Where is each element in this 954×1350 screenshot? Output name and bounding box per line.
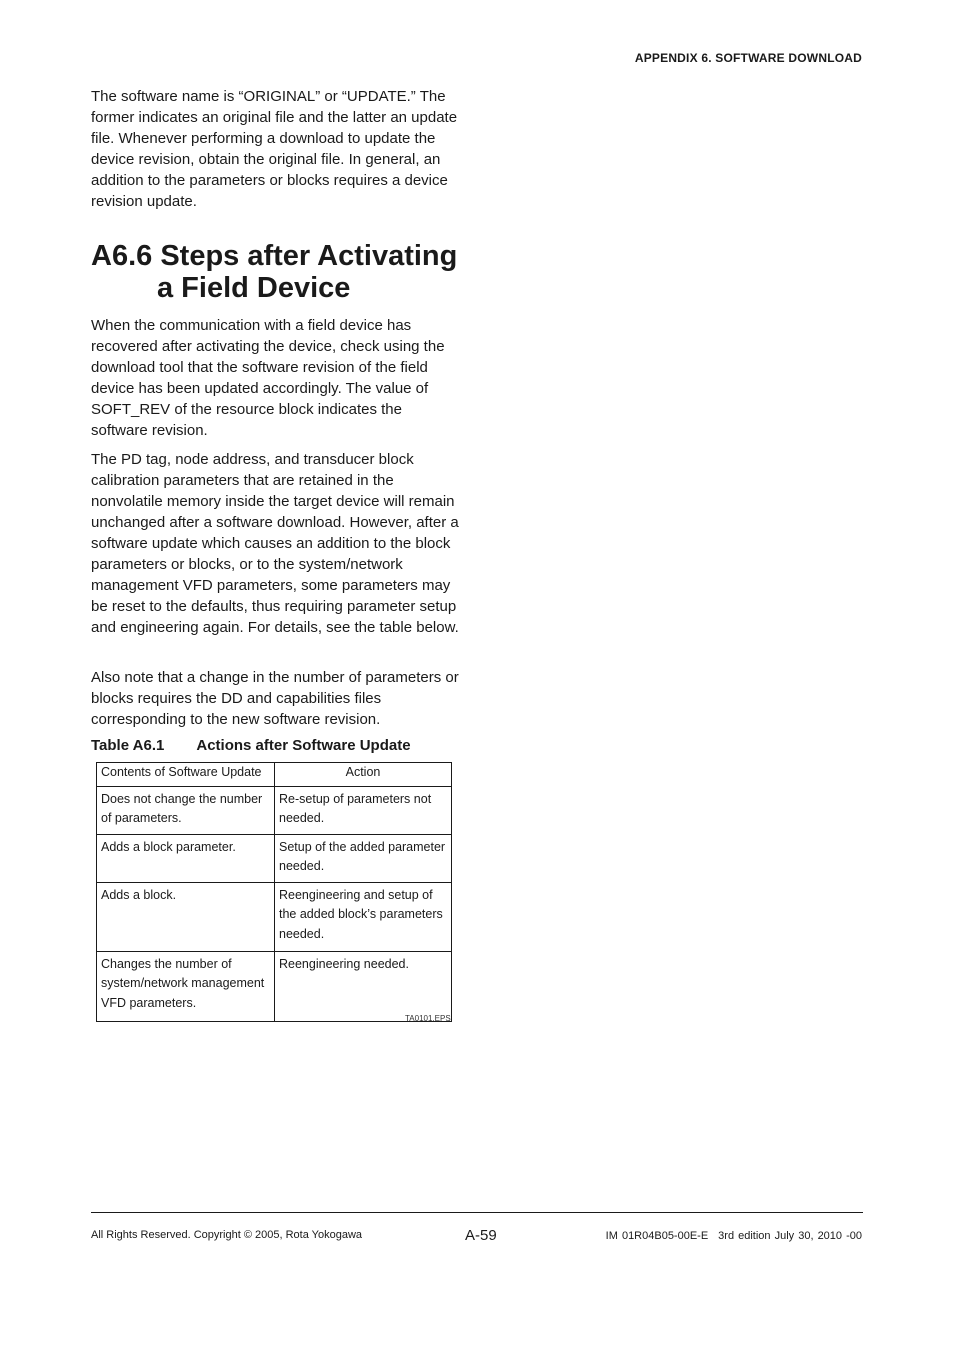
section-heading-line1: A6.6 Steps after Activating: [91, 240, 458, 272]
table-cell-action: Reengineering and setup of the added block’s parameters needed.: [275, 882, 452, 951]
table-row: [97, 834, 452, 882]
table-header-action: Action: [275, 763, 452, 787]
doc-edition: 3rd edition July 30, 2010 -00: [718, 1230, 862, 1242]
table-caption-title: Actions after Software Update: [196, 737, 411, 754]
table-header-contents: Contents of Software Update: [97, 763, 275, 787]
section-heading-line2: a Field Device: [157, 272, 351, 304]
footer-doc-info: [606, 1230, 862, 1242]
table-cell-contents: Adds a block.: [97, 882, 275, 951]
footer-copyright: All Rights Reserved. Copyright © 2005, Rota Yokogawa: [91, 1229, 363, 1241]
table-cell-contents: Changes the number of system/network management VFD parameters.: [97, 951, 275, 1021]
table-caption: [91, 737, 411, 754]
table-cell-action: Reengineering needed.: [275, 951, 452, 1021]
table-cell-contents: Does not change the number of parameters.: [97, 786, 275, 834]
table-header-row: [97, 763, 452, 787]
body-paragraph-1: When the communication with a field device has recovered after activating the device, check using the download tool that the software revision of the field device has been updated accordingly. The value of SOFT_REV of the resource block indicates the software revision.: [91, 317, 445, 439]
table-caption-number: Table A6.1: [91, 737, 165, 754]
table-cell-contents: Adds a block parameter.: [97, 834, 275, 882]
table-cell-action: Setup of the added parameter needed.: [275, 834, 452, 882]
table-row: [97, 882, 452, 951]
intro-paragraph: The software name is “ORIGINAL” or “UPDATE.” The former indicates an original file and the latter an update file. Whenever performing a download to update the device revision, obtain the original file. In general, an addition to the parameters or blocks requires a device revision update.: [91, 88, 458, 210]
body-paragraph-2: The PD tag, node address, and transducer block calibration parameters that are retained in the nonvolatile memory inside the target device will remain unchanged after a software download. However, after a software update which causes an addition to the block parameters or blocks, or to the system/network management VFD parameters, some parameters may be reset to the defaults, thus requiring parameter setup and engineering again. For details, see the table below.: [91, 451, 459, 636]
section-heading: [91, 240, 491, 304]
table-row: [97, 951, 452, 1021]
page-number: A-59: [465, 1227, 497, 1244]
table-cell-action: Re-setup of parameters not needed.: [275, 786, 452, 834]
body-paragraph-3: Also note that a change in the number of parameters or blocks requires the DD and capabilities files corresponding to the new software revision.: [91, 669, 459, 728]
actions-table: [96, 762, 452, 1022]
table-row: [97, 786, 452, 834]
running-header: APPENDIX 6. SOFTWARE DOWNLOAD: [634, 51, 862, 65]
footer-divider: [91, 1212, 863, 1213]
doc-number: IM 01R04B05-00E-E: [605, 1230, 709, 1242]
figure-file-label: TA0101.EPS: [405, 1014, 451, 1023]
